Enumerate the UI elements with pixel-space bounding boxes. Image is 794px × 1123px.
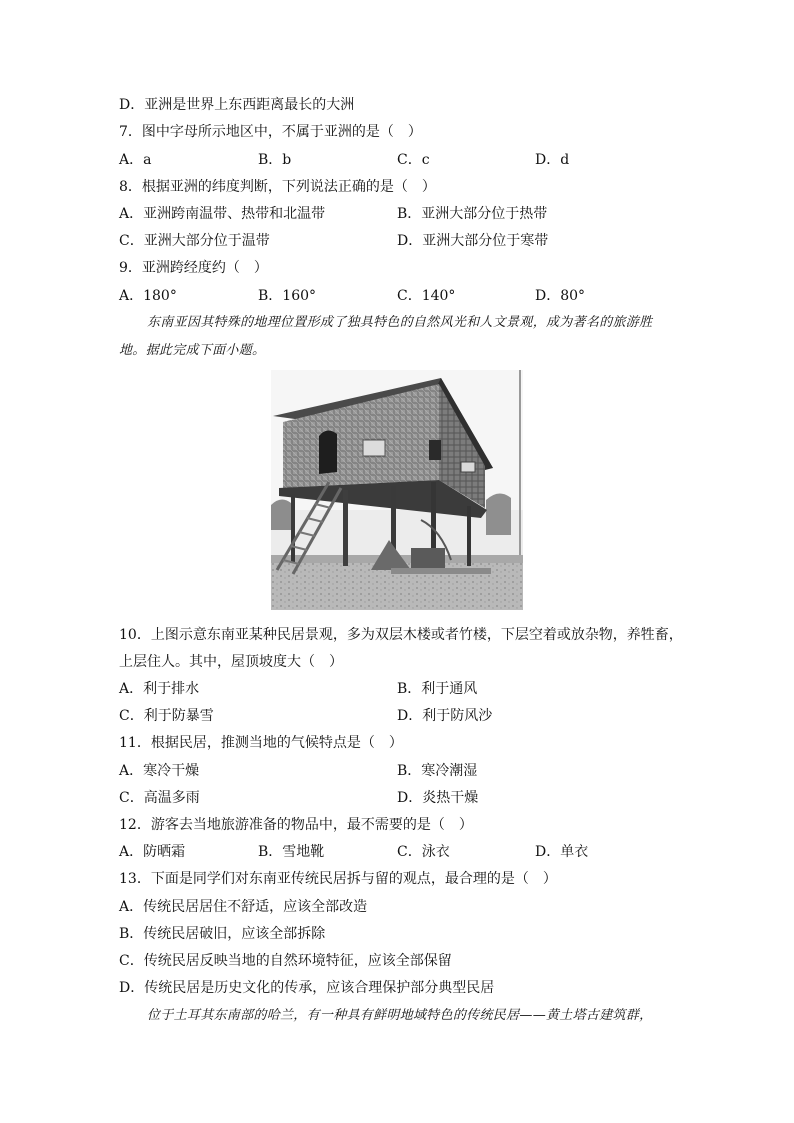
q7-option-c: C．c	[397, 152, 430, 168]
q12-option-d: D．单衣	[535, 844, 589, 860]
q9-option-a: A．180°	[119, 288, 177, 304]
q13-stem: 13．下面是同学们对东南亚传统民居拆与留的观点，最合理的是（ ）	[119, 871, 557, 887]
q8-stem: 8．根据亚洲的纬度判断，下列说法正确的是（ ）	[119, 179, 436, 195]
q11-option-b: B．寒冷潮湿	[397, 763, 478, 779]
q6-option-d: D．亚洲是世界上东西距离最长的大洲	[119, 97, 355, 113]
q11-stem: 11．根据民居，推测当地的气候特点是（ ）	[119, 735, 403, 751]
q13-option-c: C．传统民居反映当地的自然环境特征，应该全部保留	[119, 953, 452, 969]
q10-stem-line2: 上层住人。其中，屋顶坡度大（ ）	[119, 654, 343, 670]
q9-stem: 9．亚洲跨经度约（ ）	[119, 260, 268, 276]
q10-option-c: C．利于防暴雪	[119, 708, 214, 724]
q13-option-a: A．传统民居居住不舒适，应该全部改造	[119, 899, 368, 915]
q11-option-d: D．炎热干燥	[397, 790, 479, 806]
q12-option-b: B．雪地靴	[258, 844, 325, 860]
q7-option-d: D．d	[535, 152, 570, 168]
q8-option-b: B．亚洲大部分位于热带	[397, 206, 548, 222]
q10-option-a: A．利于排水	[119, 681, 200, 697]
q13-option-b: B．传统民居破旧，应该全部拆除	[119, 926, 326, 942]
stilt-house-photo	[271, 370, 523, 610]
q13-option-d: D．传统民居是历史文化的传承，应该合理保护部分典型民居	[119, 980, 495, 996]
q9-option-c: C．140°	[397, 288, 456, 304]
q7-stem: 7．图中字母所示地区中，不属于亚洲的是（ ）	[119, 124, 422, 140]
q9-option-b: B．160°	[258, 288, 317, 304]
q12-option-c: C．泳衣	[397, 844, 450, 860]
passage-southeast-asia-line2: 地。据此完成下面小题。	[119, 343, 266, 358]
q12-stem: 12．游客去当地旅游准备的物品中，最不需要的是（ ）	[119, 817, 473, 833]
q8-option-a: A．亚洲跨南温带、热带和北温带	[119, 206, 326, 222]
q10-option-b: B．利于通风	[397, 681, 478, 697]
passage-southeast-asia-line1: 东南亚因其特殊的地理位置形成了独具特色的自然风光和人文景观，成为著名的旅游胜	[147, 315, 653, 330]
q9-option-d: D．80°	[535, 288, 586, 304]
q12-option-a: A．防晒霜	[119, 844, 186, 860]
q10-stem-line1: 10．上图示意东南亚某种民居景观，多为双层木楼或者竹楼，下层空着或放杂物，养牲畜，	[119, 627, 683, 643]
q7-option-a: A．a	[119, 152, 152, 168]
q10-option-d: D．利于防风沙	[397, 708, 493, 724]
passage-harran-line1: 位于土耳其东南部的哈兰，有一种具有鲜明地域特色的传统民居——黄土塔古建筑群，	[147, 1008, 653, 1023]
q8-option-d: D．亚洲大部分位于寒带	[397, 233, 549, 249]
q11-option-a: A．寒冷干燥	[119, 763, 200, 779]
q7-option-b: B．b	[258, 152, 292, 168]
q8-option-c: C．亚洲大部分位于温带	[119, 233, 270, 249]
q11-option-c: C．高温多雨	[119, 790, 200, 806]
